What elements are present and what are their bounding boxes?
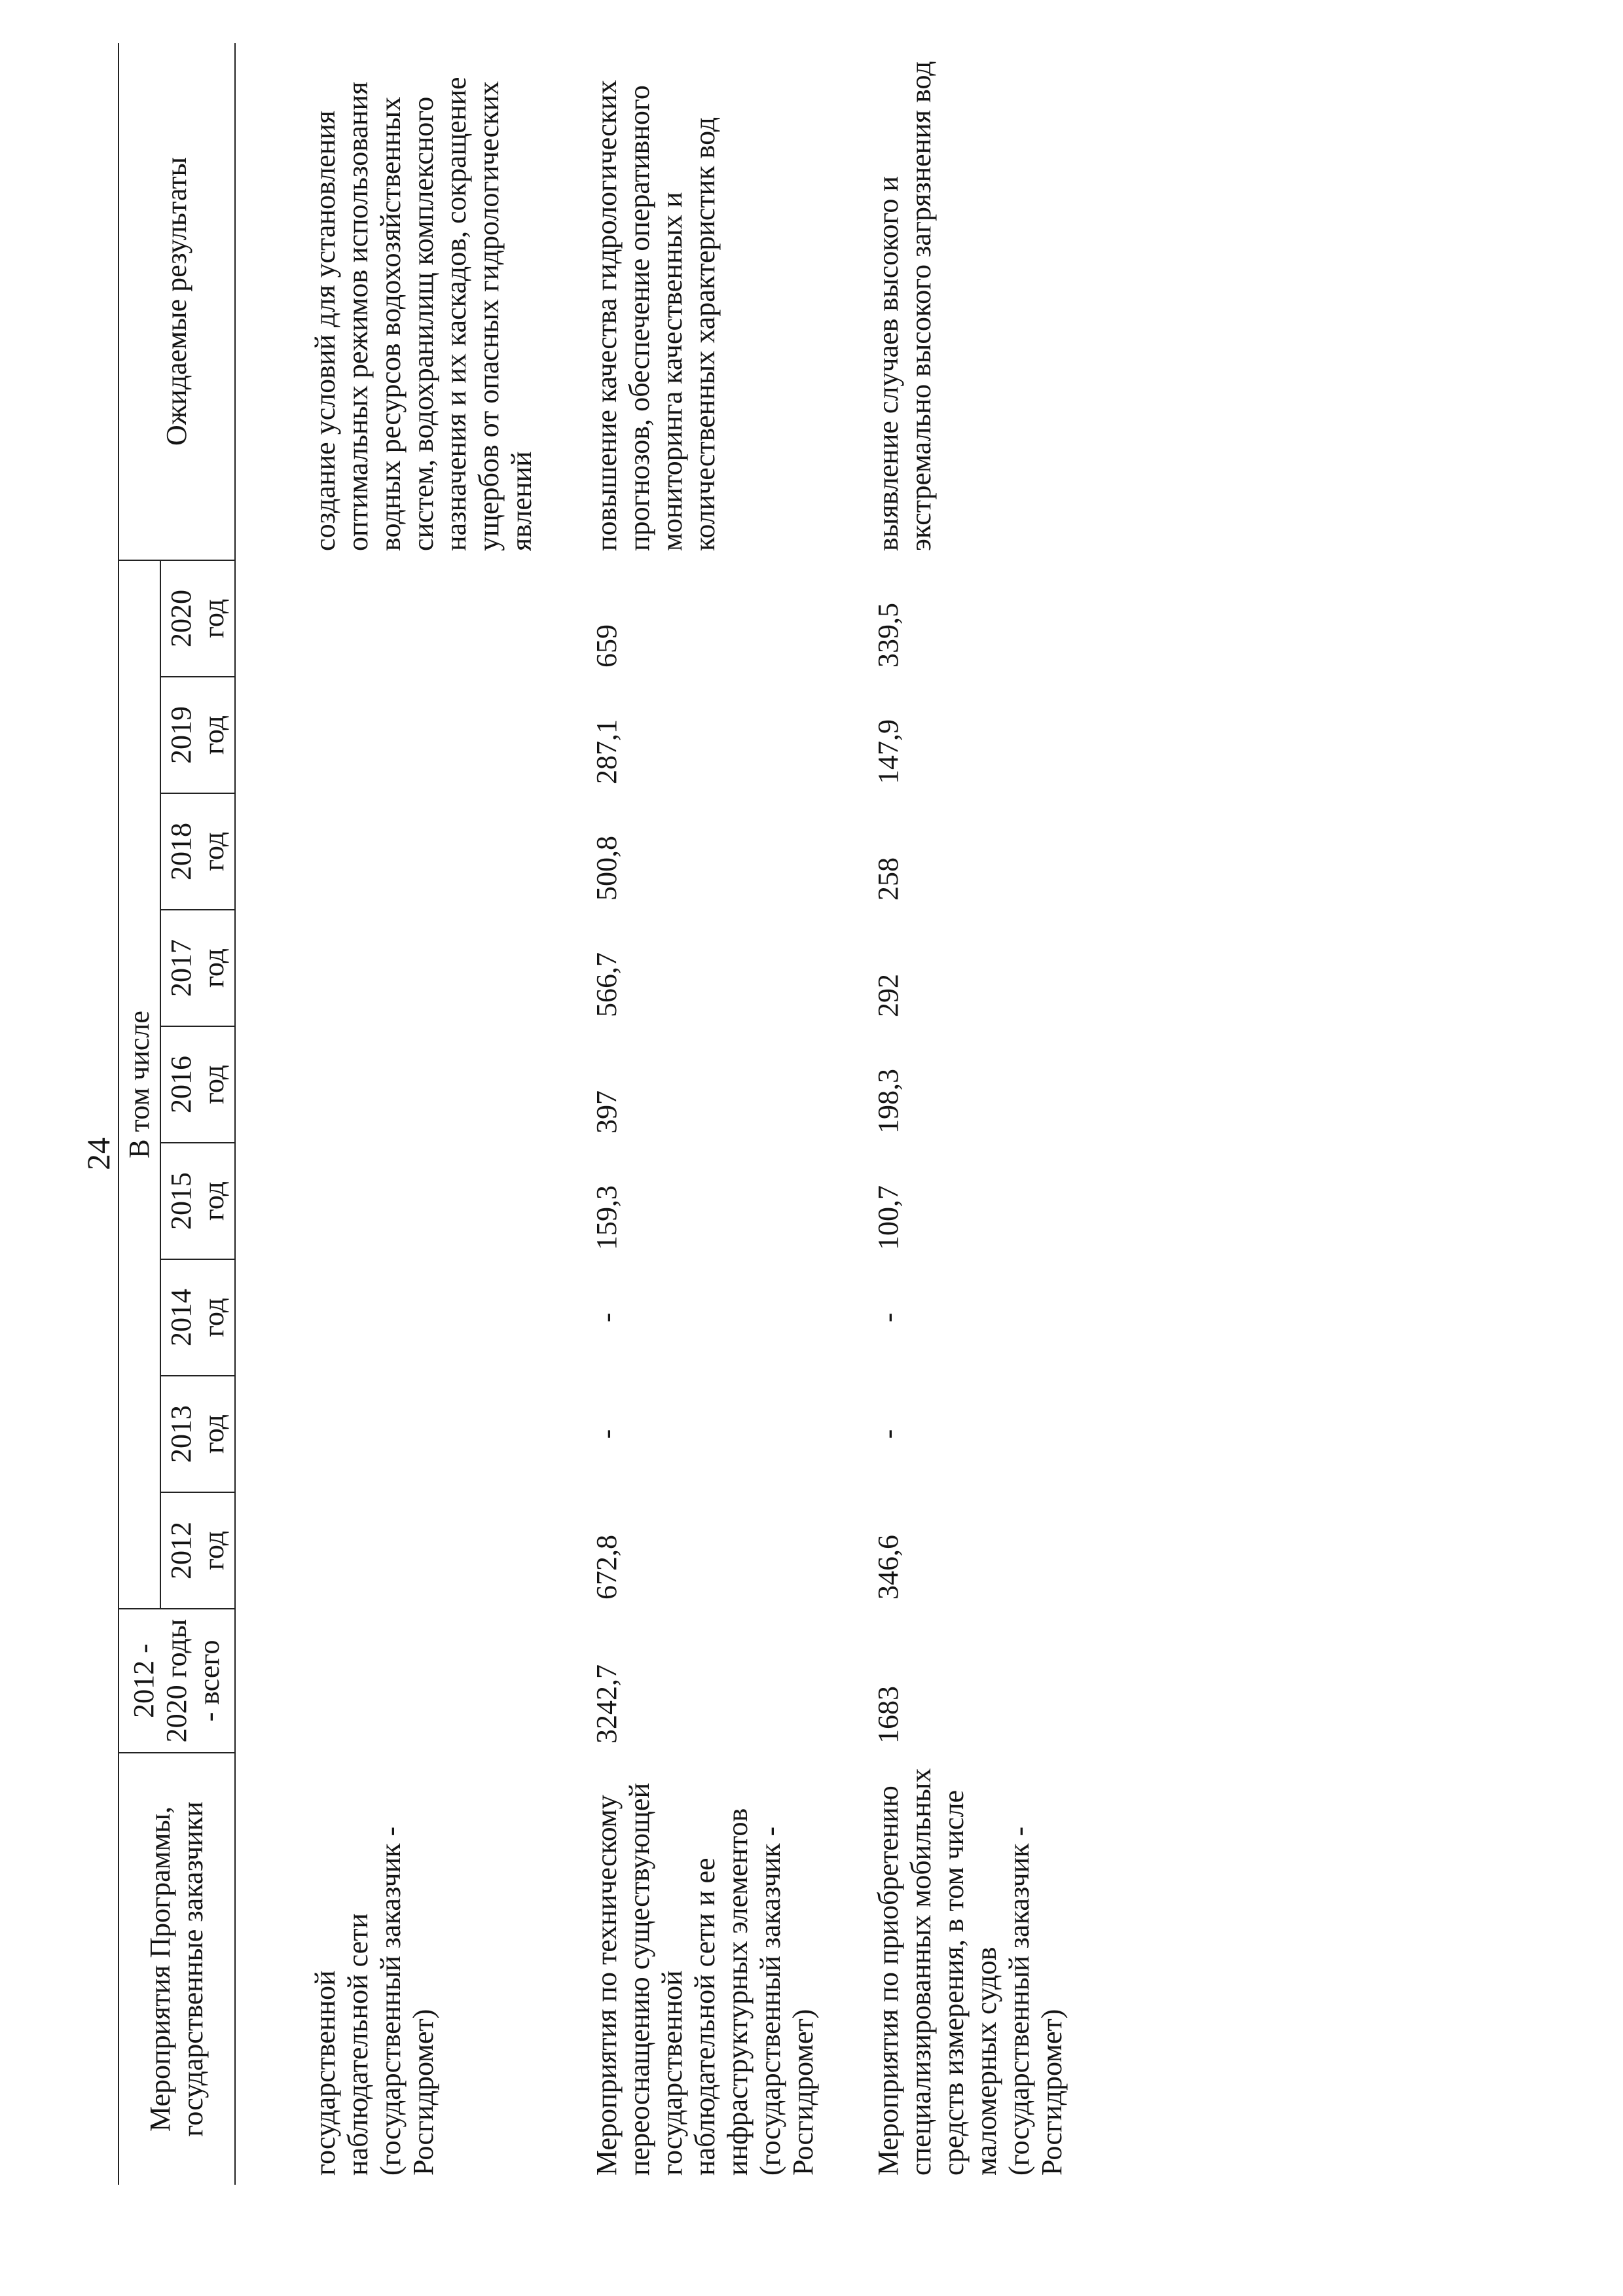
value-cell: 258: [872, 857, 904, 901]
header-year: 2012 год: [160, 1492, 235, 1609]
header-year: 2020 год: [160, 560, 235, 677]
header-year: 2018 год: [160, 793, 235, 910]
value-cell: 292: [872, 974, 904, 1017]
page-number: 24: [80, 1138, 117, 1170]
value-cell: -: [872, 1429, 904, 1439]
measure-cell: Мероприятия по приобретению специализированных мобильных средств измерения, в том числе маломерных судов (государственный заказчик - Росгидромет): [872, 1768, 1068, 2176]
value-cell: [235, 1492, 542, 1609]
value-cell: [235, 1143, 542, 1259]
header-year: 2016 год: [160, 1026, 235, 1143]
result-cell: повышение качества гидрологических прогнозов, обеспечение оперативного мониторинга качественных и количественных характеристик вод: [591, 80, 721, 551]
header-year: 2015 год: [160, 1143, 235, 1259]
result-cell: создание условий для установления оптимальных режимов использования водных ресурсов водохозяйственных систем, водохранилищ комплексного назначения и их каскадов, сокращение ущербов от опасных гидрологических явлений: [309, 77, 538, 551]
table-row: [235, 43, 542, 2185]
total-cell: 1683: [872, 1686, 904, 1744]
value-cell: 659: [591, 624, 623, 668]
value-cell: [235, 677, 542, 793]
value-cell: [235, 1376, 542, 1492]
result-cell: выявление случаев высокого и экстремально высокого загрязнения вод: [872, 61, 937, 551]
value-cell: -: [591, 1312, 623, 1323]
value-cell: [235, 1026, 542, 1143]
value-cell: 159,3: [591, 1185, 623, 1250]
total-cell: [235, 1609, 542, 1753]
measure-cell: государственной наблюдательной сети (государственный заказчик - Росгидромет): [309, 1826, 439, 2176]
header-year: 2013 год: [160, 1376, 235, 1492]
header-year: 2017 год: [160, 910, 235, 1026]
total-cell: 3242,7: [591, 1664, 623, 1744]
value-cell: 147,9: [872, 719, 904, 784]
value-cell: [235, 560, 542, 677]
value-cell: 566,7: [591, 952, 623, 1017]
table-row: [542, 43, 824, 2185]
header-results: Ожидаемые результаты: [119, 43, 235, 560]
value-cell: 100,7: [872, 1185, 904, 1250]
value-cell: 198,3: [872, 1069, 904, 1134]
value-cell: 500,8: [591, 836, 623, 901]
value-cell: -: [872, 1312, 904, 1323]
table-row: [824, 43, 1072, 2185]
value-cell: 346,6: [872, 1535, 904, 1600]
measure-cell: Мероприятия по техническому переоснащению существующей государственной наблюдательной сети и ее инфраструктурных элементов (государственный заказчик - Росгидромет): [591, 1783, 819, 2176]
header-measures: Мероприятия Программы, государственные заказчики: [119, 1753, 235, 2185]
header-total: 2012 - 2020 годы - всего: [119, 1609, 235, 1753]
value-cell: 287,1: [591, 719, 623, 784]
value-cell: 397: [591, 1090, 623, 1134]
value-cell: [235, 1259, 542, 1376]
header-year: 2019 год: [160, 677, 235, 793]
value-cell: 339,5: [872, 603, 904, 668]
value-cell: [235, 910, 542, 1026]
program-measures-table: [118, 43, 1072, 2185]
table-header: [119, 43, 235, 2185]
header-including: В том числе: [119, 560, 160, 1609]
value-cell: -: [591, 1429, 623, 1439]
value-cell: [235, 793, 542, 910]
value-cell: 672,8: [591, 1535, 623, 1600]
header-year: 2014 год: [160, 1259, 235, 1376]
